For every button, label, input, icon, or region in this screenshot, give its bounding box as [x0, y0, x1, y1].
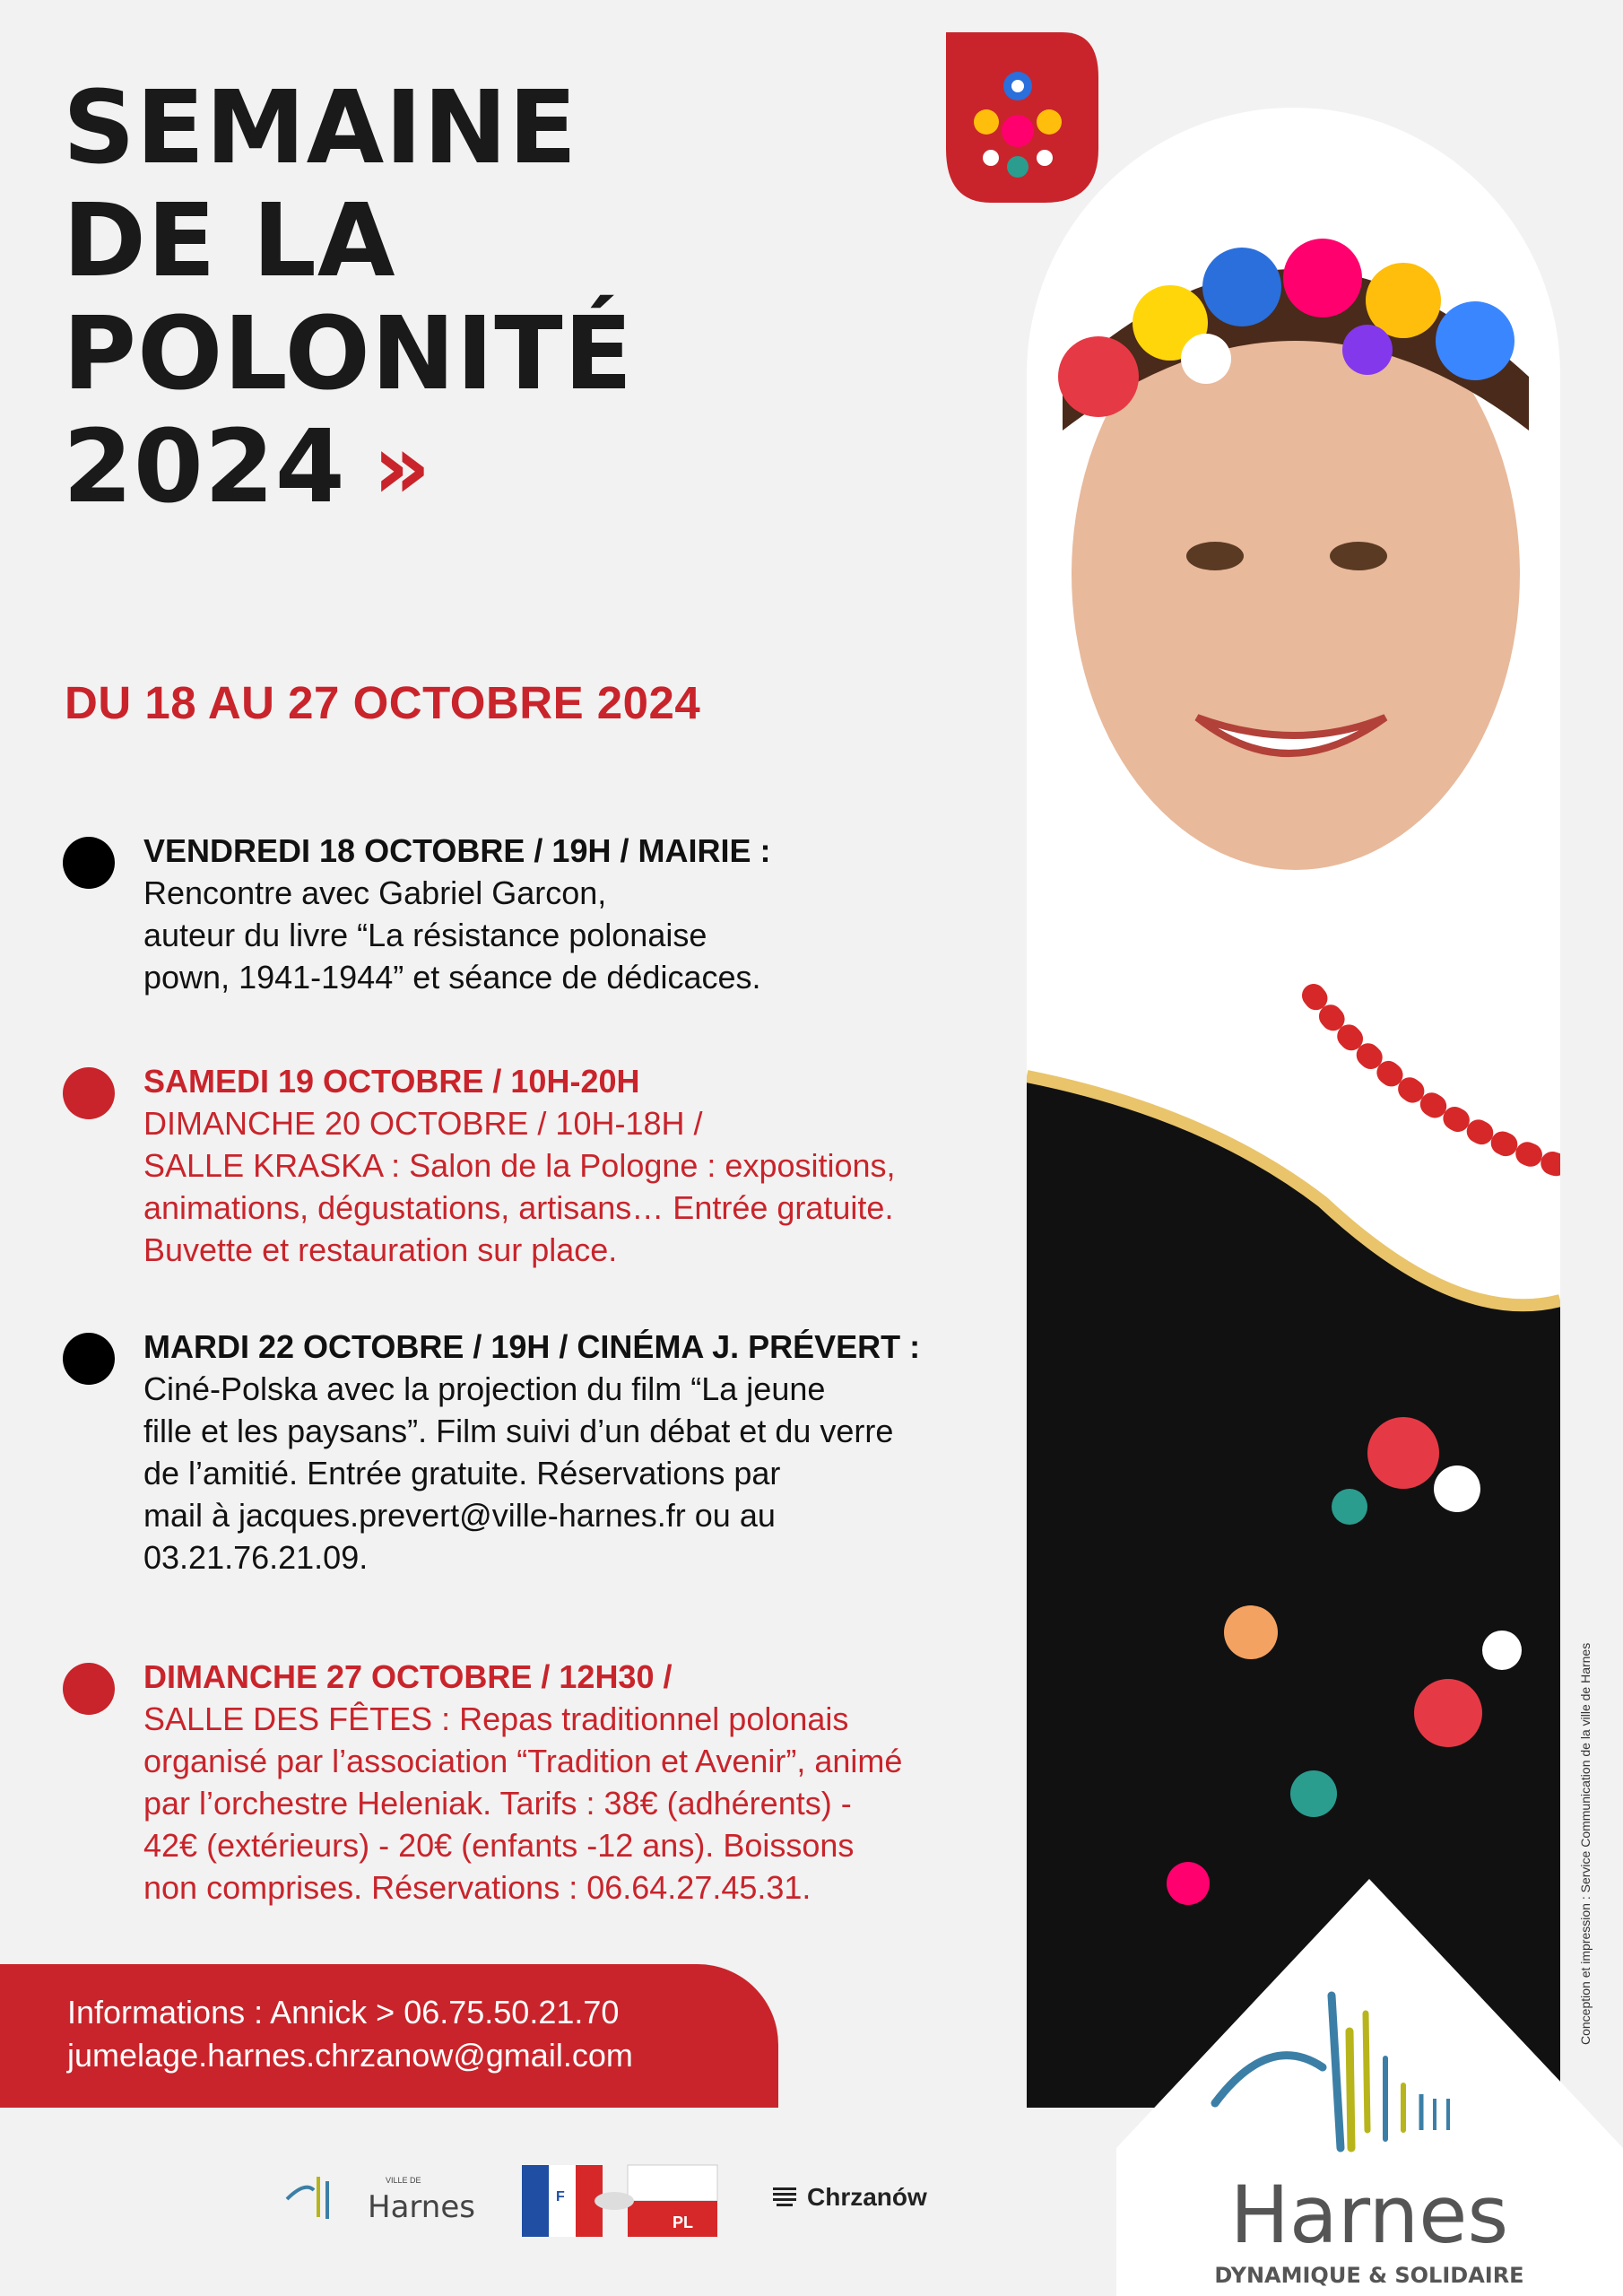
event-heading: MARDI 22 OCTOBRE / 19H / CINÉMA J. PRÉVERT :	[143, 1328, 921, 1365]
harnes-main-logo	[1116, 1879, 1623, 2296]
bullet-dot-icon	[63, 837, 115, 889]
event-text-line: Buvette et restauration sur place.	[143, 1231, 618, 1268]
event-text-line: SALLE DES FÊTES : Repas traditionnel polonais	[143, 1700, 849, 1737]
title-line-2: DE LA	[63, 183, 396, 300]
contact-email[interactable]: jumelage.harnes.chrzanow@gmail.com	[67, 2037, 633, 2074]
harnes-small-prefix: VILLE DE	[386, 2176, 421, 2185]
chevron-icon: »	[372, 414, 432, 519]
flag-pl-label: PL	[673, 2213, 694, 2231]
event-heading: SAMEDI 19 OCTOBRE / 10H-20H	[143, 1063, 640, 1100]
bullet-dot-icon	[63, 1333, 115, 1385]
event-text-line: Rencontre avec Gabriel Garcon,	[143, 874, 607, 911]
event-item-1	[63, 830, 995, 998]
event-text-line: 42€ (extérieurs) - 20€ (enfants -12 ans). Boissons	[143, 1827, 855, 1864]
contact-phone: Informations : Annick > 06.75.50.21.70	[67, 1994, 620, 2031]
france-poland-twinning-logo	[520, 2156, 726, 2246]
event-text-line: par l’orchestre Heleniak. Tarifs : 38€ (adhérents) -	[143, 1785, 852, 1822]
event-text-line: 03.21.76.21.09.	[143, 1539, 369, 1576]
event-dates: DU 18 AU 27 OCTOBRE 2024	[65, 677, 701, 728]
event-item-2	[63, 1060, 995, 1271]
title-line-1: SEMAINE	[63, 70, 578, 187]
chrzanow-text: Chrzanów	[807, 2183, 927, 2211]
event-text-line: fille et les paysans”. Film suivi d’un débat et du verre	[143, 1413, 894, 1449]
title-line-3: POLONITÉ	[63, 296, 634, 413]
event-text-line: pown, 1941-1944” et séance de dédicaces.	[143, 959, 761, 996]
event-text-line: SALLE KRASKA : Salon de la Pologne : expositions,	[143, 1147, 896, 1184]
print-credit: Conception et impression : Service Communication de la ville de Harnes	[1578, 1642, 1593, 2045]
dancer-illustration	[1027, 108, 1560, 2108]
event-text-line: de l’amitié. Entrée gratuite. Réservations par	[143, 1455, 781, 1492]
harnes-big-text: Harnes	[1229, 2169, 1509, 2261]
event-text-line: auteur du livre “La résistance polonaise	[143, 917, 707, 953]
harnes-tagline: DYNAMIQUE & SOLIDAIRE	[1214, 2263, 1524, 2288]
event-text-line: Ciné-Polska avec la projection du film “La jeune	[143, 1370, 826, 1407]
event-text-line: mail à jacques.prevert@ville-harnes.fr ou au	[143, 1497, 776, 1534]
flag-fr-label: F	[556, 2189, 565, 2205]
bullet-dot-icon	[63, 1067, 115, 1119]
bullet-dot-icon	[63, 1663, 115, 1715]
event-heading: VENDREDI 18 OCTOBRE / 19H / MAIRIE :	[143, 832, 771, 869]
event-item-4	[63, 1656, 995, 1909]
event-text-line: animations, dégustations, artisans… Entrée gratuite.	[143, 1189, 894, 1226]
harnes-small-text: Harnes	[368, 2189, 475, 2225]
harnes-small-logo	[278, 2163, 484, 2235]
event-text-line: DIMANCHE 20 OCTOBRE / 10H-18H /	[143, 1105, 703, 1142]
title-year: 2024	[63, 409, 346, 526]
event-item-3	[63, 1326, 995, 1578]
event-text-line: non comprises. Réservations : 06.64.27.45.31.	[143, 1869, 812, 1906]
poster-title	[63, 72, 633, 524]
chrzanow-logo	[771, 2183, 927, 2212]
chrzanow-mark-icon	[771, 2184, 798, 2211]
dancer-photo	[1027, 108, 1560, 2108]
folk-flower-badge	[937, 23, 1098, 212]
contact-info-banner	[0, 1964, 778, 2108]
title-line-4	[63, 411, 633, 524]
event-heading: DIMANCHE 27 OCTOBRE / 12H30 /	[143, 1658, 673, 1695]
event-text-line: organisé par l’association “Tradition et Avenir”, animé	[143, 1743, 903, 1779]
